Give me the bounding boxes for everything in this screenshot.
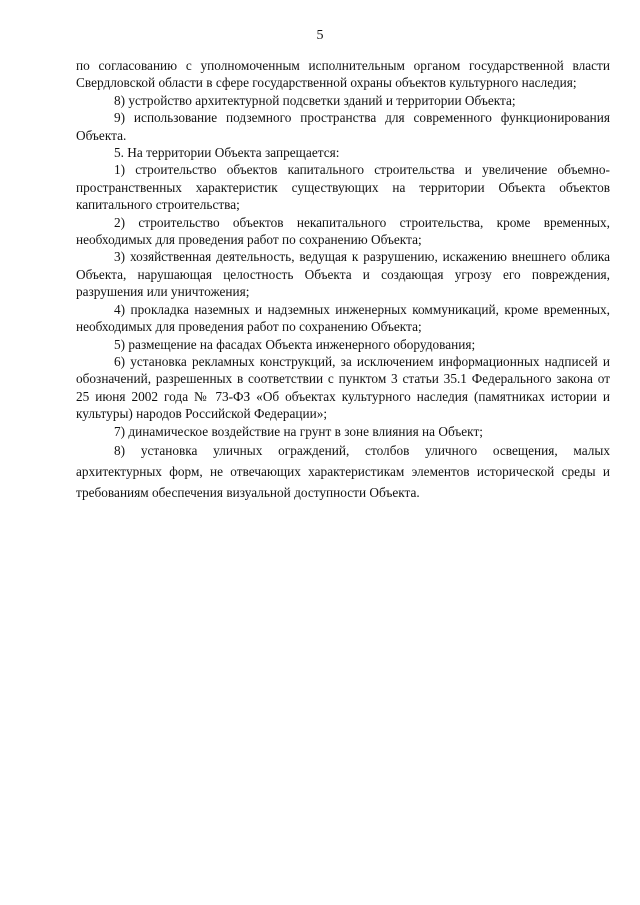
allowed-item-9: 9) использование подземного пространства для современного функционирования Объекта. [76,110,610,143]
prohibited-item-4: 4) прокладка наземных и надземных инженерных коммуникаций, кроме временных, необходимых для проведения работ по сохранению Объекта; [76,301,610,335]
continuation-paragraph: по согласованию с уполномоченным исполнительным органом государственной власти Свердловской области в сфере государственной охраны объектов культурного наследия; [76,58,610,91]
prohibited-item-7: 7) динамическое воздействие на грунт в зоне влияния на Объект; [114,423,483,439]
document-body [76,57,610,503]
prohibited-item-8: 8) установка уличных ограждений, столбов уличного освещения, малых архитектурных форм, не отвечающих характеристикам элементов исторической среды и требованиям обеспечения визуальной доступности Объекта. [76,442,610,500]
page-number: 5 [316,28,324,43]
allowed-item-8: 8) устройство архитектурной подсветки зданий и территории Объекта; [114,92,516,108]
prohibited-item-2: 2) строительство объектов некапитального строительства, кроме временных, необходимых для проведения работ по сохранению Объекта; [76,214,610,248]
prohibited-item-3: 3) хозяйственная деятельность, ведущая к разрушению, искажению внешнего облика Объекта, нарушающая целостность Объекта и создающая угрозу его повреждения, разрушения или уничтожения; [76,249,610,300]
section-5-heading: 5. На территории Объекта запрещается: [114,145,340,161]
prohibited-item-1: 1) строительство объектов капитального строительства и увеличение объемно-пространственных характеристик существующих на территории Объекта объектов капитального строительства; [76,162,610,213]
prohibited-item-6: 6) установка рекламных конструкций, за исключением информационных надписей и обозначений, разрешенных в соответствии с пунктом 3 статьи 35.1 Федерального закона от 25 июня 2002 года № 73-ФЗ «Об объектах культурного наследия (памятниках истории и культуры) народов Российской Федерации»; [76,353,610,422]
prohibited-item-5: 5) размещение на фасадах Объекта инженерного оборудования; [114,336,476,352]
